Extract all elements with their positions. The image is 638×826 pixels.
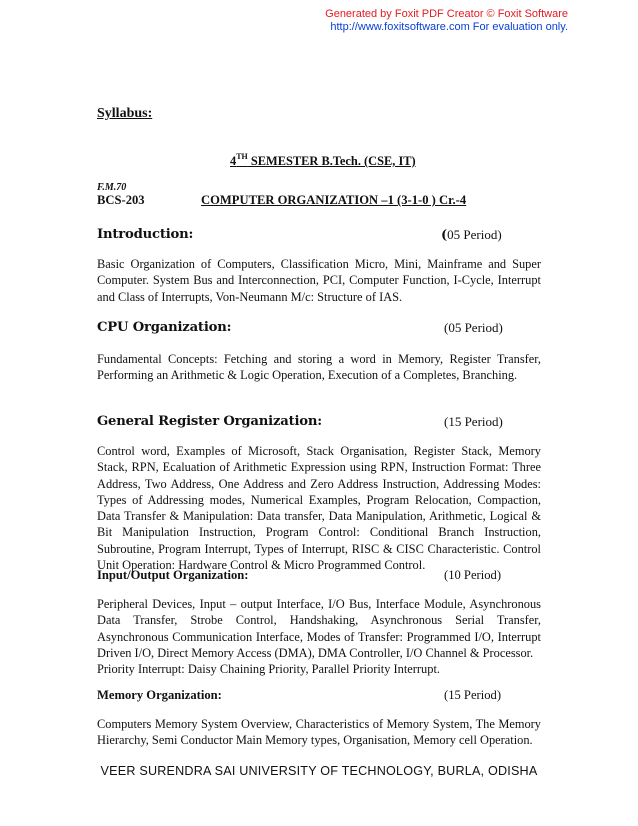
period-cpu-organization: (05 Period) [444,320,503,335]
full-marks: F.M.70 [97,182,127,193]
period-io-organization: (10 Period) [444,568,502,582]
paragraph-priority-interrupt: Priority Interrupt: Daisy Chaining Priority, Parallel Priority Interrupt. [97,662,440,676]
section-title-introduction: Introduction: [97,227,194,242]
semester-superscript: TH [236,152,248,161]
period-general-register: (15 Period) [444,414,503,429]
semester-text: SEMESTER B.Tech. (CSE, IT) [247,154,416,168]
section-title-general-register: General Register Organization: [97,414,322,429]
watermark-line-1: Generated by Foxit PDF Creator © Foxit Software [325,8,568,20]
section-title-io-organization: Input/Output Organization: [97,568,249,582]
semester-number: 4 [230,154,237,168]
semester-line [230,152,416,169]
paragraph-memory-organization: Computers Memory System Overview, Characteristics of Memory System, The Memory Hierarchy, Semi Conductor Main Memory types, Organisation, Memory cell Operation. [97,717,541,748]
period-memory-organization: (15 Period) [444,688,502,702]
watermark [325,8,568,34]
paragraph-cpu-organization: Fundamental Concepts: Fetching and storing a word in Memory, Register Transfer, Performing an Arithmetic & Logic Operation, Execution of a Completes, Branching. [97,352,541,383]
course-code: BCS-203 [97,193,145,207]
watermark-line-2: http://www.foxitsoftware.com For evaluation only. [330,21,568,33]
section-title-cpu-organization: CPU Organization: [97,320,232,335]
paragraph-general-register: Control word, Examples of Microsoft, Stack Organisation, Register Stack, Memory Stack, RPN, Ecaluation of Arithmetic Expression using RPN, Instruction Format: Three Address, Two Address, One Address and Zero Address Instruction, Addressing Modes: Types of Addressing modes, Numerical Examples, Program Relocation, Compaction, Data Transfer & Manipulation: Data transfer, Data Manipulation, Arithmetic, Logical & Bit Manipulation Instruction, Program Control: Conditional Branch Instruction, Subroutine, Program Interrupt, Types of Interrupt, RISC & CISC Characteristic. Control Unit Operation: Hardware Control & Micro Programmed Control. [97,444,541,573]
page-footer: VEER SURENDRA SAI UNIVERSITY OF TECHNOLOGY, BURLA, ODISHA [100,764,538,778]
section-title-memory-organization: Memory Organization: [97,688,222,702]
period-introduction: (05 Period) [441,227,502,243]
syllabus-heading: Syllabus: [97,106,153,121]
paragraph-io-organization: Peripheral Devices, Input – output Interface, I/O Bus, Interface Module, Asynchronous Data Transfer, Strobe Control, Handshaking, Asynchronous Serial Transfer, Asynchronous Communication Interface, Modes of Transfer: Programmed I/O, Interrupt Driven I/O, Direct Memory Access (DMA), DMA Controller, I/O Channel & Processor. [97,597,541,660]
paragraph-introduction: Basic Organization of Computers, Classification Micro, Mini, Mainframe and Super Computer. System Bus and Interconnection, PCI, Computer Function, I-Cycle, Interrupt and Class of Interrupts, Von-Neumann M/c: Structure of IAS. [97,257,541,304]
course-title: COMPUTER ORGANIZATION –1 (3-1-0 ) Cr.-4 [201,193,467,207]
